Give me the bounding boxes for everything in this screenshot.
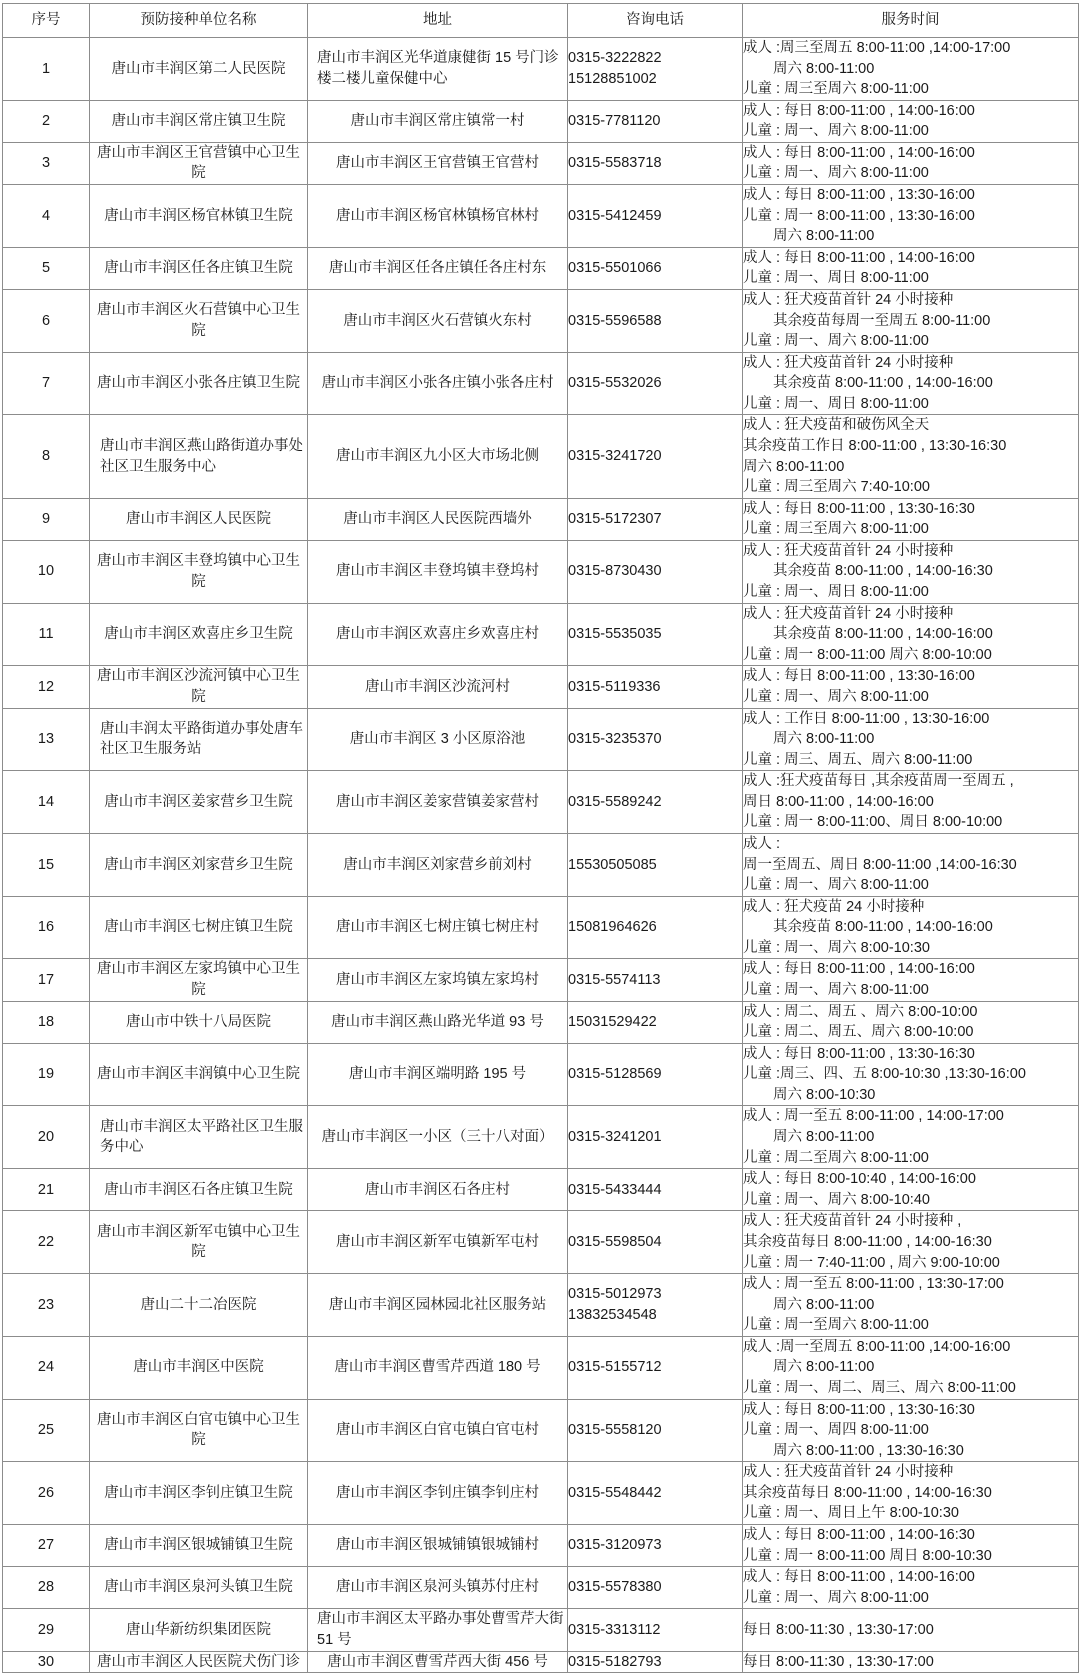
table-row — [3, 1001, 1079, 1043]
service-time-line: 成人 : 狂犬疫苗首针 24 小时接种 — [743, 1464, 954, 1481]
cell-no: 7 — [3, 352, 90, 415]
table-row — [3, 1399, 1079, 1462]
table-row — [3, 540, 1079, 603]
table-row — [3, 771, 1079, 834]
service-time-line: 儿童 : 周一 8:00-11:00 周六 8:00-10:00 — [743, 646, 992, 663]
phone-number: 0315-5535035 — [568, 626, 662, 643]
cell-unit-name: 唐山市丰润区太平路社区卫生服务中心 — [90, 1106, 308, 1169]
cell-no: 6 — [3, 289, 90, 352]
cell-no: 25 — [3, 1399, 90, 1462]
cell-address: 唐山市丰润区曹雪芹西道 180 号 — [308, 1336, 568, 1399]
cell-no: 21 — [3, 1169, 90, 1211]
cell-service-time — [743, 1399, 1079, 1462]
cell-address: 唐山市丰润区新军屯镇新军屯村 — [308, 1211, 568, 1274]
service-time-line: 儿童 : 周一、周六 8:00-11:00 — [743, 165, 929, 182]
service-time-line: 儿童 :周三、四、五 8:00-10:30 ,13:30-16:00 — [743, 1066, 1026, 1083]
service-time-line: 其余疫苗每日 8:00-11:00 , 14:00-16:30 — [743, 1484, 992, 1501]
cell-phone — [568, 1043, 743, 1106]
cell-phone — [568, 771, 743, 834]
cell-no: 23 — [3, 1274, 90, 1337]
cell-unit-name: 唐山市丰润区燕山路街道办事处社区卫生服务中心 — [90, 415, 308, 498]
service-time-line: 成人 :周一至周五 8:00-11:00 ,14:00-16:00 — [743, 1338, 1011, 1355]
phone-number: 0315-5596588 — [568, 312, 662, 329]
cell-service-time — [743, 289, 1079, 352]
table-row — [3, 896, 1079, 959]
cell-service-time — [743, 100, 1079, 142]
phone-number: 0315-5012973 — [568, 1286, 662, 1303]
cell-no: 24 — [3, 1336, 90, 1399]
cell-phone — [568, 1336, 743, 1399]
cell-address: 唐山市丰润区任各庄镇任各庄村东 — [308, 247, 568, 289]
service-time-line: 其余疫苗工作日 8:00-11:00 , 13:30-16:30 — [743, 437, 1007, 454]
cell-address: 唐山市丰润区丰登坞镇丰登坞村 — [308, 540, 568, 603]
table-row — [3, 1169, 1079, 1211]
cell-phone — [568, 1651, 743, 1673]
cell-no: 22 — [3, 1211, 90, 1274]
cell-phone — [568, 1609, 743, 1651]
cell-no: 15 — [3, 833, 90, 896]
phone-number: 0315-5578380 — [568, 1579, 662, 1596]
cell-phone — [568, 415, 743, 498]
cell-no: 3 — [3, 142, 90, 184]
cell-service-time — [743, 38, 1079, 101]
service-time-line: 成人 : 每日 8:00-11:00 , 13:30-16:30 — [743, 500, 975, 517]
cell-service-time — [743, 896, 1079, 959]
phone-number: 0315-3235370 — [568, 731, 662, 748]
cell-unit-name: 唐山市丰润区七树庄镇卫生院 — [90, 896, 308, 959]
cell-address: 唐山市丰润区李钊庄镇李钊庄村 — [308, 1462, 568, 1525]
table-row — [3, 289, 1079, 352]
cell-phone — [568, 38, 743, 101]
table-row — [3, 185, 1079, 248]
cell-service-time — [743, 1106, 1079, 1169]
cell-no: 1 — [3, 38, 90, 101]
service-time-line: 周日 8:00-11:00 , 14:00-16:00 — [743, 793, 934, 810]
cell-phone — [568, 959, 743, 1001]
table-row — [3, 1525, 1079, 1567]
cell-service-time — [743, 352, 1079, 415]
cell-phone — [568, 896, 743, 959]
service-time-line: 成人 : 每日 8:00-11:00 , 14:00-16:00 — [743, 961, 975, 978]
table-row — [3, 1106, 1079, 1169]
phone-number: 0315-8730430 — [568, 563, 662, 580]
service-time-line: 成人 : 每日 8:00-11:00 , 14:00-16:00 — [743, 102, 975, 119]
cell-phone — [568, 498, 743, 540]
service-time-line: 成人 : 周一至五 8:00-11:00 , 14:00-17:00 — [743, 1108, 1004, 1125]
cell-service-time — [743, 1336, 1079, 1399]
phone-number: 0315-5172307 — [568, 511, 662, 527]
cell-no: 10 — [3, 540, 90, 603]
service-time-line: 成人 :狂犬疫苗每日 ,其余疫苗周一至周五 , — [743, 773, 1014, 790]
header-phone: 咨询电话 — [568, 4, 743, 38]
phone-number: 0315-5583718 — [568, 155, 662, 172]
phone-number: 15530505085 — [568, 856, 657, 873]
service-time-line: 成人 : — [743, 835, 781, 852]
cell-phone — [568, 247, 743, 289]
service-time-line: 周六 8:00-11:00 — [743, 458, 845, 475]
phone-number: 0315-5558120 — [568, 1422, 662, 1439]
cell-service-time — [743, 1651, 1079, 1673]
service-time-line: 其余疫苗 8:00-11:00 , 14:00-16:00 — [773, 626, 993, 643]
service-time-line: 周六 8:00-11:00 — [773, 1359, 875, 1376]
cell-unit-name: 唐山市丰润区中医院 — [90, 1336, 308, 1399]
table-row — [3, 247, 1079, 289]
phone-number: 15081964626 — [568, 919, 657, 936]
cell-unit-name: 唐山市丰润区左家坞镇中心卫生院 — [90, 959, 308, 1001]
service-time-line: 儿童 : 周三、周五、周六 8:00-11:00 — [743, 751, 973, 768]
cell-unit-name: 唐山市丰润区刘家营乡卫生院 — [90, 833, 308, 896]
cell-service-time — [743, 771, 1079, 834]
cell-unit-name: 唐山市丰润区杨官林镇卫生院 — [90, 185, 308, 248]
cell-unit-name: 唐山市丰润区任各庄镇卫生院 — [90, 247, 308, 289]
header-no: 序号 — [3, 4, 90, 38]
table-row — [3, 666, 1079, 708]
service-time-line: 周六 8:00-10:30 — [773, 1086, 876, 1103]
cell-phone — [568, 185, 743, 248]
service-time-line: 儿童 : 周一、周六 8:00-11:00 — [743, 982, 929, 999]
cell-phone — [568, 833, 743, 896]
service-time-line: 成人 :周三至周五 8:00-11:00 ,14:00-17:00 — [743, 40, 1011, 56]
header-address: 地址 — [308, 4, 568, 38]
service-time-line: 成人 : 每日 8:00-11:00 , 14:00-16:00 — [743, 144, 975, 161]
table-row — [3, 708, 1079, 771]
cell-unit-name: 唐山市丰润区白官屯镇中心卫生院 — [90, 1399, 308, 1462]
cell-no: 9 — [3, 498, 90, 540]
phone-number: 0315-3313112 — [568, 1621, 661, 1638]
service-time-line: 每日 8:00-11:30 , 13:30-17:00 — [743, 1653, 934, 1670]
service-time-line: 成人 : 每日 8:00-11:00 , 14:00-16:00 — [743, 1569, 975, 1586]
cell-service-time — [743, 142, 1079, 184]
service-time-line: 其余疫苗每日 8:00-11:00 , 14:00-16:30 — [743, 1233, 992, 1250]
cell-phone — [568, 1274, 743, 1337]
table-row — [3, 142, 1079, 184]
service-time-line: 儿童 : 周一 7:40-11:00 , 周六 9:00-10:00 — [743, 1254, 1000, 1271]
cell-address: 唐山市丰润区左家坞镇左家坞村 — [308, 959, 568, 1001]
phone-number: 0315-5412459 — [568, 207, 662, 224]
cell-no: 14 — [3, 771, 90, 834]
cell-service-time — [743, 1525, 1079, 1567]
cell-service-time — [743, 540, 1079, 603]
phone-number: 15128851002 — [568, 70, 657, 87]
header-row — [3, 4, 1079, 38]
service-time-line: 儿童 : 周一、周四 8:00-11:00 — [743, 1422, 929, 1439]
phone-number: 0315-5598504 — [568, 1233, 662, 1250]
cell-phone — [568, 1399, 743, 1462]
phone-number: 15031529422 — [568, 1013, 657, 1030]
service-time-line: 成人 : 狂犬疫苗首针 24 小时接种 — [743, 354, 954, 371]
phone-number: 13832534548 — [568, 1306, 657, 1323]
cell-unit-name: 唐山市丰润区银城铺镇卫生院 — [90, 1525, 308, 1567]
service-time-line: 儿童 : 周一、周六 8:00-11:00 — [743, 333, 929, 350]
cell-unit-name: 唐山市丰润区小张各庄镇卫生院 — [90, 352, 308, 415]
cell-service-time — [743, 1274, 1079, 1337]
service-time-line: 成人 : 狂犬疫苗首针 24 小时接种 — [743, 291, 954, 308]
cell-address: 唐山市丰润区七树庄镇七树庄村 — [308, 896, 568, 959]
cell-phone — [568, 1567, 743, 1609]
table-row — [3, 1274, 1079, 1337]
cell-service-time — [743, 1001, 1079, 1043]
cell-no: 30 — [3, 1651, 90, 1673]
service-time-line: 成人 : 每日 8:00-11:00 , 14:00-16:00 — [743, 249, 975, 266]
cell-no: 2 — [3, 100, 90, 142]
cell-unit-name: 唐山市丰润区新军屯镇中心卫生院 — [90, 1211, 308, 1274]
cell-address: 唐山市丰润区刘家营乡前刘村 — [308, 833, 568, 896]
cell-service-time — [743, 1169, 1079, 1211]
cell-no: 16 — [3, 896, 90, 959]
cell-no: 20 — [3, 1106, 90, 1169]
cell-phone — [568, 1462, 743, 1525]
table-header — [3, 4, 1079, 38]
phone-number: 0315-3241201 — [568, 1129, 662, 1146]
service-time-line: 成人 : 狂犬疫苗首针 24 小时接种 , — [743, 1213, 962, 1230]
phone-number: 0315-3222822 — [568, 50, 662, 67]
cell-phone — [568, 100, 743, 142]
phone-number: 0315-3120973 — [568, 1537, 662, 1554]
phone-number: 0315-3241720 — [568, 448, 662, 465]
service-time-line: 周六 8:00-11:00 , 13:30-16:30 — [773, 1442, 964, 1459]
cell-phone — [568, 1106, 743, 1169]
cell-no: 17 — [3, 959, 90, 1001]
service-time-line: 成人 : 狂犬疫苗首针 24 小时接种 — [743, 605, 954, 622]
cell-service-time — [743, 708, 1079, 771]
service-time-line: 儿童 : 周一、周六 8:00-11:00 — [743, 877, 929, 894]
phone-number: 0315-5548442 — [568, 1484, 662, 1501]
table-row — [3, 1651, 1079, 1673]
cell-service-time — [743, 1567, 1079, 1609]
cell-address: 唐山市丰润区燕山路光华道 93 号 — [308, 1001, 568, 1043]
cell-address: 唐山市丰润区杨官林镇杨官林村 — [308, 185, 568, 248]
service-time-line: 儿童 : 周三至周六 8:00-11:00 — [743, 521, 929, 538]
cell-service-time — [743, 247, 1079, 289]
phone-number: 0315-5589242 — [568, 793, 662, 810]
cell-no: 11 — [3, 603, 90, 666]
service-time-line: 成人 : 周一至五 8:00-11:00 , 13:30-17:00 — [743, 1276, 1004, 1293]
table-row — [3, 100, 1079, 142]
cell-address: 唐山市丰润区曹雪芹西大街 456 号 — [308, 1651, 568, 1673]
cell-no: 18 — [3, 1001, 90, 1043]
cell-no: 8 — [3, 415, 90, 498]
cell-address: 唐山市丰润区端明路 195 号 — [308, 1043, 568, 1106]
vaccination-sites-table — [2, 3, 1079, 1673]
service-time-line: 儿童 : 周一、周日 8:00-11:00 — [743, 270, 929, 287]
service-time-line: 儿童 : 周一、周六 8:00-11:00 — [743, 123, 929, 140]
service-time-line: 成人 : 每日 8:00-11:00 , 13:30-16:00 — [743, 187, 975, 204]
service-time-line: 周六 8:00-11:00 — [773, 731, 875, 748]
cell-no: 12 — [3, 666, 90, 708]
service-time-line: 儿童 : 周一、周日上午 8:00-10:30 — [743, 1505, 959, 1522]
cell-service-time — [743, 415, 1079, 498]
cell-phone — [568, 603, 743, 666]
cell-unit-name: 唐山华新纺织集团医院 — [90, 1609, 308, 1651]
cell-unit-name: 唐山市中铁十八局医院 — [90, 1001, 308, 1043]
service-time-line: 成人 : 每日 8:00-10:40 , 14:00-16:00 — [743, 1171, 976, 1188]
service-time-line: 其余疫苗 8:00-11:00 , 14:00-16:30 — [773, 563, 993, 580]
table-row — [3, 603, 1079, 666]
service-time-line: 周一至周五、周日 8:00-11:00 ,14:00-16:30 — [743, 856, 1017, 873]
cell-service-time — [743, 603, 1079, 666]
cell-no: 28 — [3, 1567, 90, 1609]
cell-address: 唐山市丰润区人民医院西墙外 — [308, 498, 568, 540]
cell-no: 4 — [3, 185, 90, 248]
phone-number: 0315-5501066 — [568, 260, 662, 277]
service-time-line: 儿童 : 周一、周日 8:00-11:00 — [743, 584, 929, 601]
cell-address: 唐山市丰润区 3 小区原浴池 — [308, 708, 568, 771]
cell-address: 唐山市丰润区王官营镇王官营村 — [308, 142, 568, 184]
service-time-line: 儿童 : 周一至周六 8:00-11:00 — [743, 1317, 929, 1334]
service-time-line: 其余疫苗每周一至周五 8:00-11:00 — [773, 312, 991, 329]
cell-no: 29 — [3, 1609, 90, 1651]
service-time-line: 成人 : 每日 8:00-11:00 , 13:30-16:00 — [743, 668, 975, 685]
cell-phone — [568, 708, 743, 771]
service-time-line: 儿童 : 周一、周二、周三、周六 8:00-11:00 — [743, 1380, 1016, 1396]
cell-address: 唐山市丰润区石各庄村 — [308, 1169, 568, 1211]
service-time-line: 每日 8:00-11:30 , 13:30-17:00 — [743, 1621, 934, 1638]
cell-address: 唐山市丰润区太平路办事处曹雪芹大街 51 号 — [308, 1609, 568, 1651]
table-row — [3, 498, 1079, 540]
table-row — [3, 959, 1079, 1001]
service-time-line: 儿童 : 周一、周日 8:00-11:00 — [743, 395, 929, 412]
cell-service-time — [743, 1609, 1079, 1651]
cell-service-time — [743, 833, 1079, 896]
service-time-line: 儿童 : 周一 8:00-11:00 , 13:30-16:00 — [743, 207, 975, 224]
service-time-line: 儿童 : 周一、周六 8:00-11:00 — [743, 688, 929, 705]
cell-service-time — [743, 959, 1079, 1001]
cell-address: 唐山市丰润区沙流河村 — [308, 666, 568, 708]
header-service-time: 服务时间 — [743, 4, 1079, 38]
service-time-line: 周六 8:00-11:00 — [773, 1296, 875, 1313]
service-time-line: 成人 : 每日 8:00-11:00 , 13:30-16:30 — [743, 1401, 975, 1418]
cell-unit-name: 唐山市丰润区火石营镇中心卫生院 — [90, 289, 308, 352]
cell-address: 唐山市丰润区光华道康健街 15 号门诊楼二楼儿童保健中心 — [308, 38, 568, 101]
phone-number: 0315-5433444 — [568, 1181, 662, 1198]
cell-unit-name: 唐山二十二冶医院 — [90, 1274, 308, 1337]
cell-phone — [568, 142, 743, 184]
cell-phone — [568, 666, 743, 708]
service-time-line: 成人 : 狂犬疫苗 24 小时接种 — [743, 898, 925, 915]
service-time-line: 儿童 : 周一、周六 8:00-10:30 — [743, 939, 930, 956]
cell-unit-name: 唐山市丰润区丰登坞镇中心卫生院 — [90, 540, 308, 603]
cell-unit-name: 唐山市丰润区人民医院 — [90, 498, 308, 540]
cell-unit-name: 唐山市丰润区石各庄镇卫生院 — [90, 1169, 308, 1211]
cell-unit-name: 唐山市丰润区姜家营乡卫生院 — [90, 771, 308, 834]
cell-service-time — [743, 498, 1079, 540]
service-time-line: 儿童 : 周一、周六 8:00-10:40 — [743, 1191, 930, 1208]
cell-phone — [568, 540, 743, 603]
cell-unit-name: 唐山市丰润区王官营镇中心卫生院 — [90, 142, 308, 184]
cell-address: 唐山市丰润区九小区大市场北侧 — [308, 415, 568, 498]
cell-address: 唐山市丰润区一小区（三十八对面） — [308, 1106, 568, 1169]
cell-address: 唐山市丰润区姜家营镇姜家营村 — [308, 771, 568, 834]
phone-number: 0315-5128569 — [568, 1066, 662, 1083]
cell-address: 唐山市丰润区泉河头镇苏付庄村 — [308, 1567, 568, 1609]
cell-address: 唐山市丰润区常庄镇常一村 — [308, 100, 568, 142]
cell-service-time — [743, 666, 1079, 708]
service-time-line: 儿童 : 周三至周六 7:40-10:00 — [743, 479, 930, 496]
table-row — [3, 1462, 1079, 1525]
service-time-line: 周六 8:00-11:00 — [773, 60, 875, 77]
phone-number: 0315-7781120 — [568, 113, 661, 130]
table-row — [3, 1211, 1079, 1274]
cell-unit-name: 唐山市丰润区李钊庄镇卫生院 — [90, 1462, 308, 1525]
cell-no: 19 — [3, 1043, 90, 1106]
service-time-line: 成人 : 周二、周五 、周六 8:00-10:00 — [743, 1003, 978, 1020]
service-time-line: 儿童 : 周一 8:00-11:00、周日 8:00-10:00 — [743, 814, 1003, 831]
table-row — [3, 38, 1079, 101]
service-time-line: 成人 : 工作日 8:00-11:00 , 13:30-16:00 — [743, 710, 990, 727]
table-row — [3, 833, 1079, 896]
page-container — [0, 3, 1080, 1673]
cell-phone — [568, 1525, 743, 1567]
cell-unit-name: 唐山市丰润区丰润镇中心卫生院 — [90, 1043, 308, 1106]
service-time-line: 儿童 : 周二至周六 8:00-11:00 — [743, 1149, 929, 1166]
cell-no: 27 — [3, 1525, 90, 1567]
cell-address: 唐山市丰润区小张各庄镇小张各庄村 — [308, 352, 568, 415]
cell-unit-name: 唐山市丰润区第二人民医院 — [90, 38, 308, 101]
cell-phone — [568, 1169, 743, 1211]
service-time-line: 周六 8:00-11:00 — [773, 228, 875, 245]
service-time-line: 成人 : 狂犬疫苗首针 24 小时接种 — [743, 542, 954, 559]
phone-number: 0315-5155712 — [568, 1359, 662, 1376]
table-row — [3, 1043, 1079, 1106]
service-time-line: 成人 : 狂犬疫苗和破伤风全天 — [743, 417, 930, 434]
service-time-line: 成人 : 每日 8:00-11:00 , 13:30-16:30 — [743, 1045, 975, 1062]
cell-unit-name: 唐山市丰润区欢喜庄乡卫生院 — [90, 603, 308, 666]
service-time-line: 其余疫苗 8:00-11:00 , 14:00-16:00 — [773, 375, 993, 392]
cell-phone — [568, 1001, 743, 1043]
table-row — [3, 1609, 1079, 1651]
cell-unit-name: 唐山市丰润区常庄镇卫生院 — [90, 100, 308, 142]
service-time-line: 其余疫苗 8:00-11:00 , 14:00-16:00 — [773, 919, 993, 936]
cell-unit-name: 唐山市丰润区人民医院犬伤门诊 — [90, 1651, 308, 1673]
phone-number: 0315-5182793 — [568, 1653, 662, 1670]
cell-service-time — [743, 1462, 1079, 1525]
cell-address: 唐山市丰润区园林园北社区服务站 — [308, 1274, 568, 1337]
service-time-line: 周六 8:00-11:00 — [773, 1129, 875, 1146]
cell-service-time — [743, 1043, 1079, 1106]
phone-number: 0315-5119336 — [568, 678, 661, 695]
cell-address: 唐山市丰润区银城铺镇银城铺村 — [308, 1525, 568, 1567]
cell-no: 5 — [3, 247, 90, 289]
service-time-line: 成人 : 每日 8:00-11:00 , 14:00-16:30 — [743, 1527, 975, 1544]
cell-phone — [568, 352, 743, 415]
cell-unit-name: 唐山丰润太平路街道办事处唐车社区卫生服务站 — [90, 708, 308, 771]
cell-address: 唐山市丰润区白官屯镇白官屯村 — [308, 1399, 568, 1462]
header-name: 预防接种单位名称 — [90, 4, 308, 38]
cell-service-time — [743, 185, 1079, 248]
cell-unit-name: 唐山市丰润区沙流河镇中心卫生院 — [90, 666, 308, 708]
service-time-line: 儿童 : 周一 8:00-11:00 周日 8:00-10:30 — [743, 1547, 992, 1564]
service-time-line: 儿童 : 周二、周五、周六 8:00-10:00 — [743, 1024, 974, 1041]
phone-number: 0315-5532026 — [568, 375, 662, 392]
table-row — [3, 352, 1079, 415]
cell-no: 26 — [3, 1462, 90, 1525]
service-time-line: 儿童 : 周三至周六 8:00-11:00 — [743, 81, 929, 98]
table-row — [3, 1336, 1079, 1399]
cell-no: 13 — [3, 708, 90, 771]
table-row — [3, 415, 1079, 498]
cell-phone — [568, 289, 743, 352]
cell-service-time — [743, 1211, 1079, 1274]
table-body — [3, 38, 1079, 1673]
service-time-line: 儿童 : 周一、周六 8:00-11:00 — [743, 1589, 929, 1606]
cell-unit-name: 唐山市丰润区泉河头镇卫生院 — [90, 1567, 308, 1609]
cell-address: 唐山市丰润区火石营镇火东村 — [308, 289, 568, 352]
cell-address: 唐山市丰润区欢喜庄乡欢喜庄村 — [308, 603, 568, 666]
phone-number: 0315-5574113 — [568, 971, 661, 988]
cell-phone — [568, 1211, 743, 1274]
table-row — [3, 1567, 1079, 1609]
